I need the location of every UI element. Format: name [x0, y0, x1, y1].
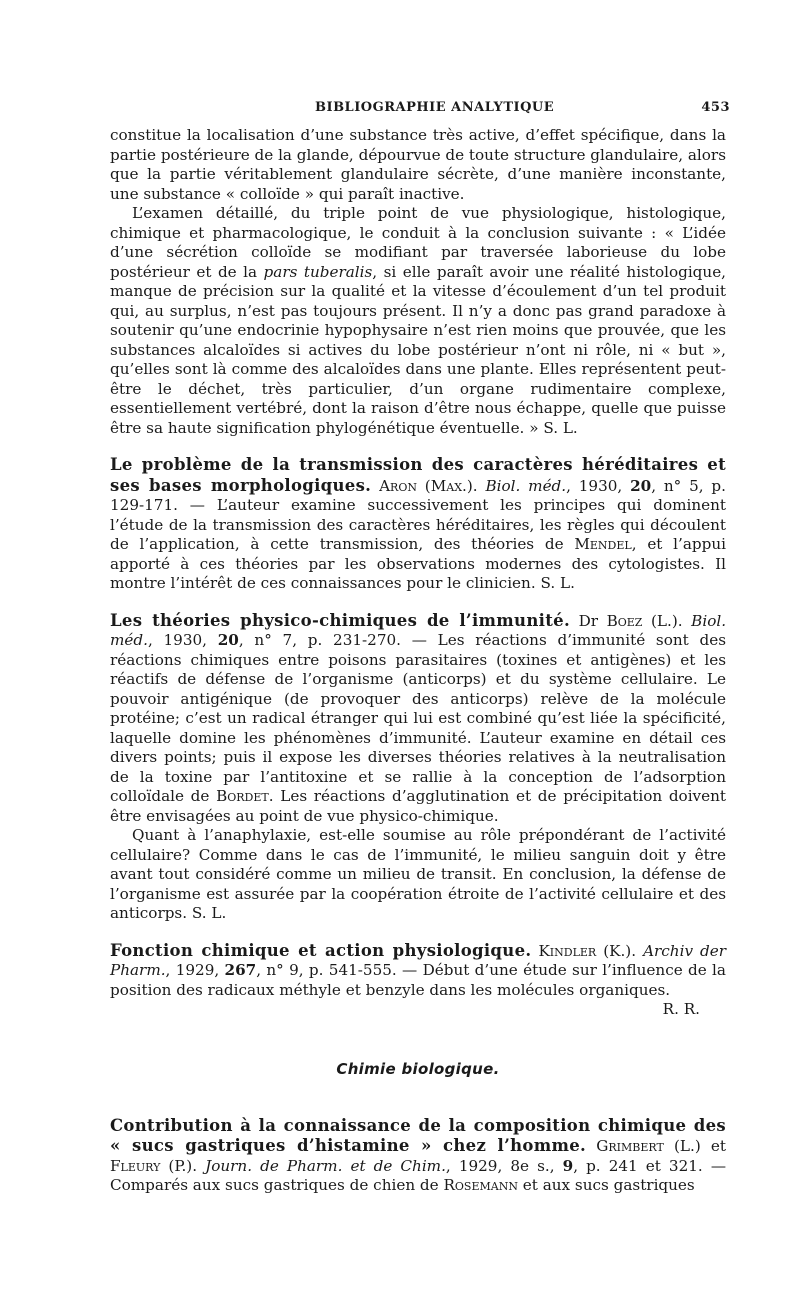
continued-paragraph: constitue la localisation d’une substance très active, d’effet spécifique, dans la partie postérieure de la glande, dépourvue de toute structure glandulaire, alors que la partie véritablement glandulaire sécrète, d’une manière inconstante, une substance « colloïde » qui paraît inactive.: [110, 126, 726, 203]
entry-second-text: Quant à l’anaphylaxie, est-elle soumise au rôle prépondérant de l’activité cellulaire? Comme dans le cas de l’immunité, le milieu sanguin doit y être avant tout considéré comme un milieu de transit. En conclusion, la défense de l’organisme est assurée par la coopération étroite de l’activité cellulaire et des anticorps.: [110, 826, 726, 922]
entry-name: Bordet: [216, 787, 269, 805]
entry-abstract-b: . Les réactions d’agglutination et de précipitation doivent être envisagées au point de vue physico-chimique.: [110, 787, 727, 825]
entry-paragraph: [110, 941, 726, 1001]
entry-title: Les théories physico-chimiques de l’immunité.: [110, 610, 570, 630]
entry-title: Contribution à la connaissance de la composition chimique des « sucs gastriques d’histamine » chez l’homme.: [110, 1115, 726, 1155]
bibliography-entry: [110, 611, 726, 924]
bibliography-entry: [110, 1116, 726, 1196]
quote-paragraph: [110, 204, 726, 438]
entry-title: Le problème de la transmission des caractères héréditaires et ses bases morphologiques.: [110, 455, 726, 495]
entry-paragraph: [110, 1116, 726, 1196]
quote-text-part1: L’examen détaillé, du triple point de vue physiologique, histologique, chimique et pharmacologique, le conduit à la conclusion suivante : « L’idée d’une sécrétion colloïde se modifiant par traversée laborieuse du lobe postérieur et de la: [110, 204, 726, 281]
entry-author: Grimbert (L.): [596, 1137, 701, 1155]
entry-abstract-b: et aux sucs gastriques: [517, 1176, 695, 1194]
entry-abstract-b: , et l’appui apporté à ces théories par les observations modernes des cytologistes. Il montre l’intérêt de ces connaissances pour le clinicien.: [110, 535, 726, 592]
quote-text-part2: , si elle paraît avoir une réalité histologique, manque de précision sur la qualité et la vitesse d’écoulement d’un tel produit qui, au surplus, n’est pas toujours présent. Il n’y a donc pas grand paradoxe à soutenir qu’une endocrinie hypophysaire n’est rien moins que prouvée, que les substances alcaloïdes si actives du lobe postérieur n’ont ni rôle, ni « but », qu’elles sont là comme des alcaloïdes dans une plante. Elles représentent peut-être le déchet, très particulier, d’un organe rudimentaire complexe, essentiellement vertébré, dont la raison d’être nous échappe, quelle que puisse être sa haute signification phylogénétique éventuelle. »: [110, 262, 727, 437]
entry-citation-pre: , 1929, 8e s.,: [445, 1156, 563, 1175]
entry-journal: Journ. de Pharm. et de Chim.: [205, 1156, 446, 1175]
entry-abstract-a: L’auteur examine successivement les principes qui dominent l’étude de la transmission des caractères héréditaires, les règles qui découlent de l’application, à cette transmission, des théories de: [110, 496, 726, 553]
entry-citation-pre: , 1930,: [147, 631, 218, 649]
entry-title: Fonction chimique et action physiologique.: [110, 940, 532, 960]
entry-citation-post: , n° 7, p. 231-270. —: [238, 631, 438, 649]
entry-journal: Archiv der Pharm.: [110, 941, 727, 979]
entry-paragraph: [110, 455, 726, 594]
entry-citation-pre: , 1929,: [165, 961, 225, 979]
entry-author: Aron (Max.).: [379, 476, 478, 495]
entry-signature: S. L.: [540, 574, 575, 592]
quote-italic-term: pars tuberalis: [263, 262, 373, 281]
section-heading: Chimie biologique.: [336, 1059, 500, 1078]
entry-name: Mendel: [574, 535, 632, 553]
entry-citation-post: , p. 241 et 321.: [573, 1156, 703, 1175]
entry-citation-post: , n° 5, p. 129-171. —: [110, 476, 726, 514]
bibliography-entry: [110, 455, 726, 594]
entry-signature-line: [110, 1000, 726, 1020]
entry-connector: et: [700, 1137, 727, 1155]
bibliography-entry: [110, 941, 726, 1020]
entry-author-prefix: Dr: [578, 611, 607, 630]
entry-author: Boez (L.).: [606, 611, 683, 630]
entry-abstract-a: — Comparés aux sucs gastriques de chien de: [110, 1156, 727, 1194]
entry-journal: Biol. méd.: [485, 476, 567, 495]
entry-author: Kindler (K.).: [538, 941, 637, 960]
entry-volume: 267: [224, 961, 257, 979]
running-head-title: BIBLIOGRAPHIE ANALYTIQUE: [315, 100, 555, 115]
entry-abstract-a: Début d’une étude sur l’influence de la position des radicaux méthyle et benzyle dans les molécules organiques.: [110, 961, 726, 999]
page-number: 453: [701, 100, 730, 115]
entry-volume: 9: [562, 1156, 574, 1175]
entry-name: Rosemann: [443, 1176, 518, 1194]
entry-paragraph: [110, 611, 726, 827]
entry-journal: Biol. méd.: [110, 611, 727, 649]
entry-second-paragraph: [110, 826, 726, 924]
running-head: [110, 96, 730, 118]
entry-citation-pre: , 1930,: [566, 476, 631, 495]
entry-abstract-a: Les réactions d’immunité sont des réactions chimiques entre poisons parasitaires (toxines et antigènes) et les réactifs de défense de l’organisme (anticorps) et du système cellulaire. Le pouvoir antigénique (de provoquer des anticorps) relève de la molécule protéine; c’est un radical étranger qui lui est combiné qu’est liée la spécificité, laquelle domine les phénomènes d’immunité. L’auteur examine en détail ces divers points; puis il expose les diverses théories relatives à la neutralisation de la toxine par l’antitoxine et se rallie à la conception de l’adsorption colloïdale de: [110, 631, 726, 805]
entry-author-2: Fleury (P.).: [110, 1156, 198, 1175]
entry-citation-post: , n° 9, p. 541-555. —: [256, 961, 423, 979]
entry-volume: 20: [630, 476, 652, 495]
entry-signature: R. R.: [662, 1000, 700, 1018]
quote-signature: S. L.: [543, 418, 578, 437]
entry-signature: S. L.: [191, 904, 227, 922]
document-page: [110, 96, 730, 1196]
entry-volume: 20: [217, 631, 239, 649]
